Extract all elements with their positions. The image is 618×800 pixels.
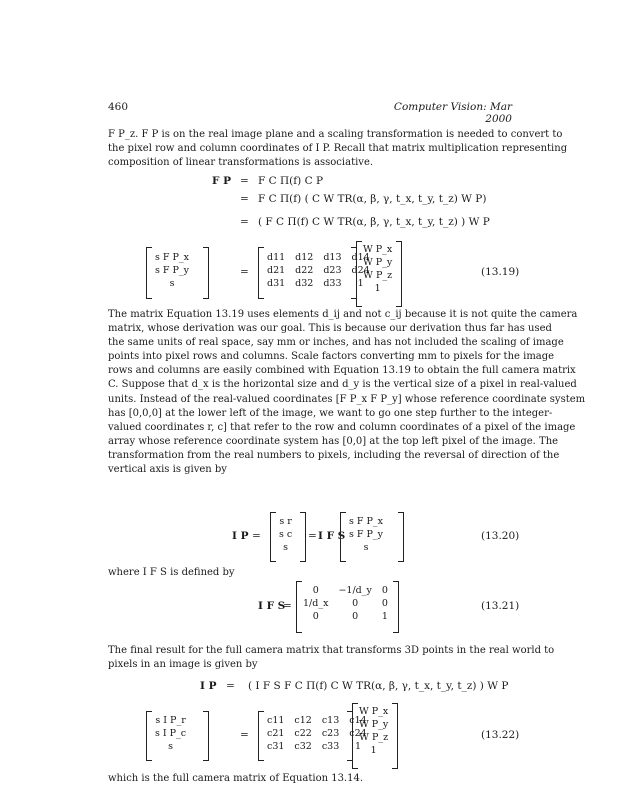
matrix-entry: 0 xyxy=(352,611,359,622)
eq1321-s-matrix xyxy=(298,584,393,623)
text-line: the same units of real space, say mm or inches, and has not included the scaling of image xyxy=(108,337,564,349)
bracket-right xyxy=(396,241,402,307)
eqfull-rhs: ( I F S F C Π(f) C W TR(α, β, γ, t_x, t_y, t_z) ) W P xyxy=(248,680,509,692)
vector-entry: W P_y xyxy=(359,719,389,730)
eq1319-rel: = xyxy=(240,266,249,278)
matrix-entry: 1 xyxy=(357,278,364,289)
eq1322-rel: = xyxy=(240,729,249,741)
text-line: the pixel row and column coordinates of I P. Recall that matrix multiplication representing xyxy=(108,143,568,155)
paragraph-3 xyxy=(108,644,555,672)
text-line: matrix, whose derivation was our goal. This is because our derivation thus far has used xyxy=(108,323,552,335)
eq1320-operator: I F S xyxy=(318,530,346,542)
page-number: 460 xyxy=(108,101,129,113)
matrix-entry: d11 xyxy=(267,252,286,263)
matrix-entry: c13 xyxy=(321,715,340,726)
text-line: vertical axis is given by xyxy=(108,464,227,476)
vector-entry: W P_x xyxy=(359,706,389,717)
eq1322-lhs-vector xyxy=(150,714,191,753)
matrix-entry: c33 xyxy=(321,741,340,752)
eq1321-lhs: I F S xyxy=(258,600,286,612)
matrix-entry: c12 xyxy=(294,715,312,726)
eq-number-13-22: (13.22) xyxy=(481,729,520,741)
matrix-entry: d33 xyxy=(323,278,342,289)
matrix-entry: 0 xyxy=(352,598,359,609)
text-line: The final result for the full camera matrix that transforms 3D points in the real world to xyxy=(108,645,555,656)
eq-number-13-21: (13.21) xyxy=(481,600,520,612)
matrix-entry: d12 xyxy=(295,252,314,263)
eq1-rhs: F C Π(f) C P xyxy=(258,175,324,187)
eq3-rel: = xyxy=(240,216,249,228)
running-title: Computer Vision: Mar 2000 xyxy=(393,101,512,125)
eq1320-lhs: I P xyxy=(232,530,249,542)
vector-entry: s c xyxy=(279,529,293,540)
eq1-lhs: F P xyxy=(212,175,232,187)
vector-entry: W P_y xyxy=(363,257,393,268)
matrix-entry: d23 xyxy=(323,265,342,276)
bracket-right xyxy=(203,247,209,299)
matrix-entry: −1/d_y xyxy=(338,585,372,596)
vector-entry: s xyxy=(363,542,369,553)
closing-line: which is the full camera matrix of Equation 13.14. xyxy=(108,773,364,784)
vector-entry: s xyxy=(283,542,289,553)
paragraph-2 xyxy=(108,308,586,477)
eq1319-lhs-vector xyxy=(150,251,194,290)
bracket-right xyxy=(300,512,306,562)
vector-entry: s F P_y xyxy=(349,529,384,540)
eq2-rhs: F C Π(f) ( C W TR(α, β, γ, t_x, t_y, t_z) W P) xyxy=(258,193,487,205)
text-line: The matrix Equation 13.19 uses elements d_ij and not c_ij because it is not quite the camera xyxy=(108,309,578,320)
matrix-entry: c32 xyxy=(294,741,312,752)
matrix-entry: 0 xyxy=(312,585,319,596)
matrix-entry: d32 xyxy=(295,278,314,289)
matrix-entry: c22 xyxy=(294,728,312,739)
paragraph-1 xyxy=(108,128,568,170)
text-line: composition of linear transformations is associative. xyxy=(108,157,374,169)
vector-entry: s F P_y xyxy=(155,265,190,276)
matrix-entry: c21 xyxy=(267,728,285,739)
matrix-entry: d13 xyxy=(323,252,342,263)
vector-entry: W P_x xyxy=(363,244,393,255)
vector-entry: 1 xyxy=(374,283,381,294)
eq1-rel: = xyxy=(240,175,249,187)
text-line: transformation from the real numbers to pixels, including the reversal of direction of the xyxy=(108,449,560,461)
bracket-right xyxy=(398,512,404,562)
text-line: pixels in an image is given by xyxy=(108,659,258,671)
vector-entry: s F P_x xyxy=(155,252,190,263)
eq-number-13-19: (13.19) xyxy=(481,266,520,278)
vector-entry: s I P_c xyxy=(155,728,187,739)
matrix-entry: c23 xyxy=(321,728,340,739)
matrix-entry: c11 xyxy=(267,715,285,726)
matrix-entry: 1 xyxy=(381,611,388,622)
eq1321-rel: = xyxy=(283,600,292,612)
eq1320-rhs-vector xyxy=(344,515,388,554)
matrix-entry: d31 xyxy=(267,278,286,289)
bracket-right xyxy=(393,581,399,633)
eq2-rel: = xyxy=(240,193,249,205)
vector-entry: s I P_r xyxy=(155,715,186,726)
vector-entry: W P_z xyxy=(363,270,393,281)
vector-entry: s xyxy=(168,741,174,752)
text-line: valued coordinates r, c] that refer to the row and column coordinates of a pixel of the image xyxy=(108,421,576,433)
vector-entry: s r xyxy=(279,516,292,527)
matrix-entry: 0 xyxy=(312,611,319,622)
eqfull-lhs: I P xyxy=(200,680,217,692)
text-line: F P_z. F P is on the real image plane and a scaling transformation is needed to convert to xyxy=(108,129,563,140)
text-line: units. Instead of the real-valued coordinates [F P_x F P_y] whose reference coordinate system xyxy=(108,393,586,405)
text-line: array whose reference coordinate system has [0,0] at the top left pixel of the image. The xyxy=(108,435,559,447)
matrix-entry: d22 xyxy=(295,265,314,276)
vector-entry: 1 xyxy=(370,745,377,756)
eq1320-mid-vector xyxy=(274,515,297,554)
eqfull-rel: = xyxy=(226,680,235,692)
vector-entry: W P_z xyxy=(359,732,389,743)
matrix-entry: c24 xyxy=(349,728,367,739)
vector-entry: s F P_x xyxy=(349,516,384,527)
eq1320-rel1: = xyxy=(252,530,261,542)
matrix-entry: c14 xyxy=(349,715,367,726)
text-line: points into pixel rows and columns. Scale factors converting mm to pixels for the image xyxy=(108,351,555,363)
eq1319-rhs-vector xyxy=(358,243,397,295)
eq3-rhs: ( F C Π(f) C W TR(α, β, γ, t_x, t_y, t_z) ) W P xyxy=(258,216,490,228)
matrix-entry: d24 xyxy=(351,265,370,276)
bracket-right xyxy=(203,711,209,761)
eq-number-13-20: (13.20) xyxy=(481,530,520,542)
text-line: has [0,0,0] at the lower left of the image, we want to go one step further to the integer- xyxy=(108,407,553,419)
eq1322-rhs-vector xyxy=(354,705,393,757)
bracket-right xyxy=(392,703,398,769)
matrix-entry: 0 xyxy=(381,585,388,596)
text-line: C. Suppose that d_x is the horizontal size and d_y is the vertical size of a pixel in real-valued xyxy=(108,379,577,391)
matrix-entry: c31 xyxy=(267,741,285,752)
matrix-entry: d21 xyxy=(267,265,286,276)
where-line: where I F S is defined by xyxy=(108,567,235,578)
matrix-entry: 0 xyxy=(381,598,388,609)
vector-entry: s xyxy=(169,278,175,289)
matrix-entry: d14 xyxy=(351,252,370,263)
matrix-entry: 1 xyxy=(354,741,361,752)
eq1320-rel2: = xyxy=(308,530,317,542)
text-line: rows and columns are easily combined with Equation 13.19 to obtain the full camera matrix xyxy=(108,365,576,377)
matrix-entry: 1/d_x xyxy=(303,598,329,609)
